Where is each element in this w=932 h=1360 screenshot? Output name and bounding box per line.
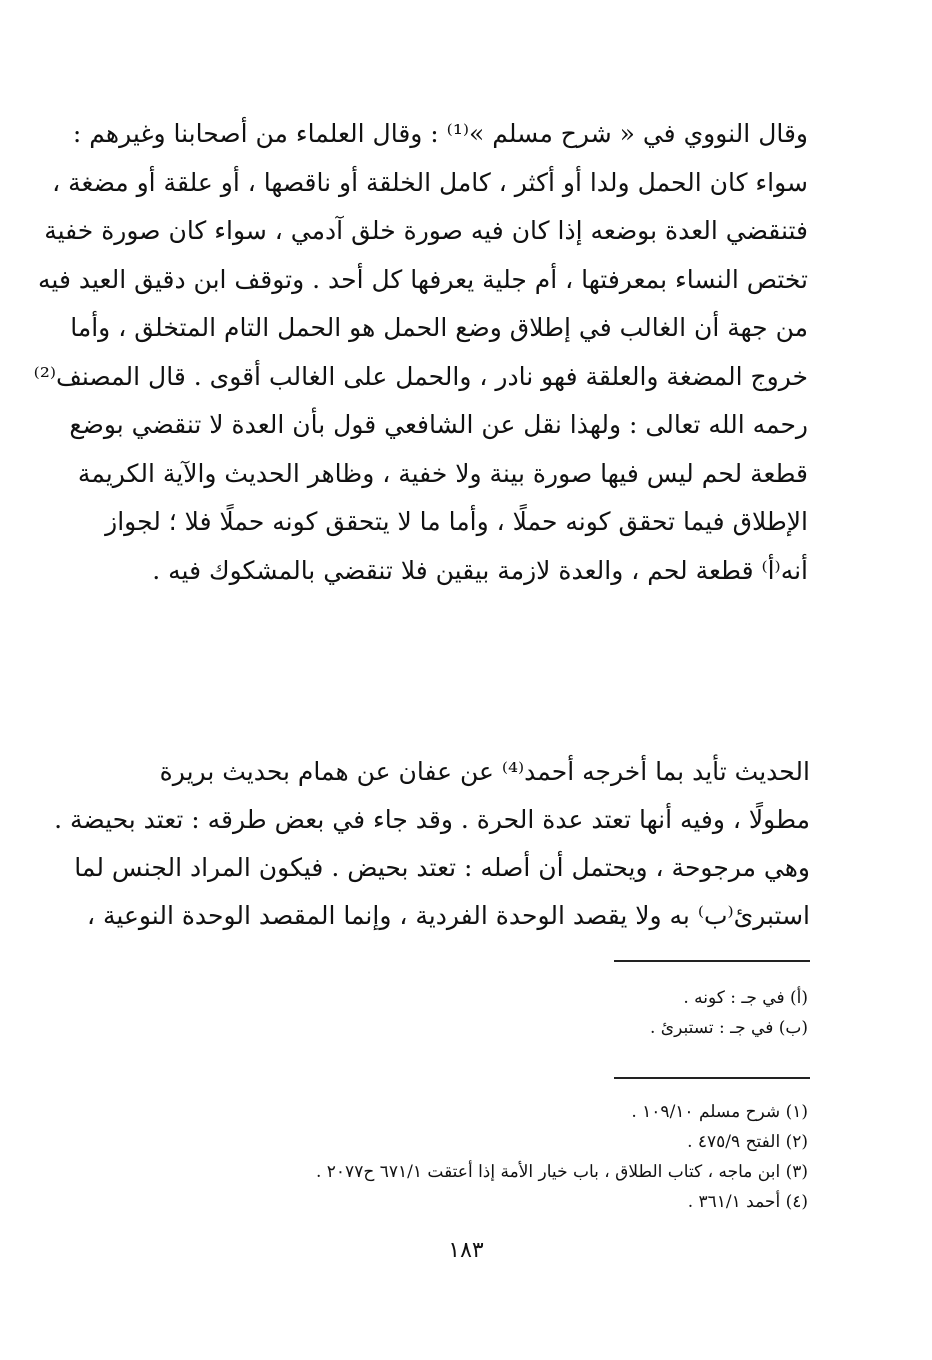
text-line: فتنقضي العدة بوضعه إذا كان فيه صورة خلق آدمي ، سواء كان صورة خفية	[44, 216, 808, 245]
text-line: رحمه الله تعالى : ولهذا نقل عن الشافعي قول بأن العدة لا تنقضي بوضع	[69, 410, 808, 439]
text-line: الإطلاق فيما تحقق كونه حملًا ، وأما ما لا يتحقق كونه حملًا فلا ؛ لجواز	[105, 507, 808, 536]
variant-note: (ب) في جـ : تستبرئ .	[649, 1018, 808, 1038]
variant-note: (أ) في جـ : كونه .	[683, 988, 808, 1008]
text-line: استبرئ⁽ب⁾ به ولا يقصد الوحدة الفردية ، وإنما المقصد الوحدة النوعية ،	[86, 901, 810, 930]
text-line: من جهة أن الغالب في إطلاق وضع الحمل هو الحمل التام المتخلق ، وأما	[70, 313, 808, 342]
variant-notes-divider	[614, 960, 810, 962]
text-line: الحديث تأيد بما أخرجه أحمد⁽⁴⁾ عن عفان عن همام بحديث بريرة	[159, 757, 810, 786]
page-number: ١٨٣	[448, 1238, 484, 1263]
footnotes	[168, 1097, 808, 1217]
text-line: وهي مرجوحة ، ويحتمل أن أصله : تعتد بحيض . فيكون المراد الجنس لما	[74, 853, 810, 882]
text-line: خروج المضغة والعلقة فهو نادر ، والحمل على الغالب أقوى . قال المصنف⁽²⁾	[33, 361, 808, 391]
footnotes-divider	[614, 1077, 810, 1079]
text-line: سواء كان الحمل ولدا أو أكثر ، كامل الخلقة أو ناقصها ، أو علقة أو مضغة ،	[52, 167, 808, 197]
variant-notes	[308, 983, 808, 1043]
text-line: مطولًا ، وفيه أنها تعتد عدة الحرة . وقد جاء في بعض طرقه : تعتد بحيضة .	[54, 805, 810, 834]
text-line: وقال النووي في « شرح مسلم »⁽¹⁾ : وقال العلماء من أصحابنا وغيرهم :	[72, 119, 808, 148]
footnote: (٢) الفتح ٤٧٥/٩ .	[687, 1132, 808, 1152]
footnote: (٤) أحمد ٣٦١/١ .	[687, 1192, 808, 1212]
text-line: قطعة لحم ليس فيها صورة بينة ولا خفية ، وظاهر الحديث والآية الكريمة	[77, 458, 808, 488]
text-line: تختص النساء بمعرفتها ، أم جلية يعرفها كل أحد . وتوقف ابن دقيق العيد فيه	[38, 264, 808, 294]
footnote: (١) شرح مسلم ١٠٩/١٠ .	[631, 1102, 808, 1122]
commentary-paragraph-2	[54, 748, 810, 940]
footnote: (٣) ابن ماجه ، كتاب الطلاق ، باب خيار الأمة إذا أعتقت ٦٧١/١ ح٢٠٧٧ .	[315, 1162, 808, 1182]
text-line: أنه⁽أ⁾ قطعة لحم ، والعدة لازمة بيقين فلا تنقضي بالمشكوك فيه .	[152, 555, 808, 585]
commentary-paragraph	[33, 110, 808, 595]
